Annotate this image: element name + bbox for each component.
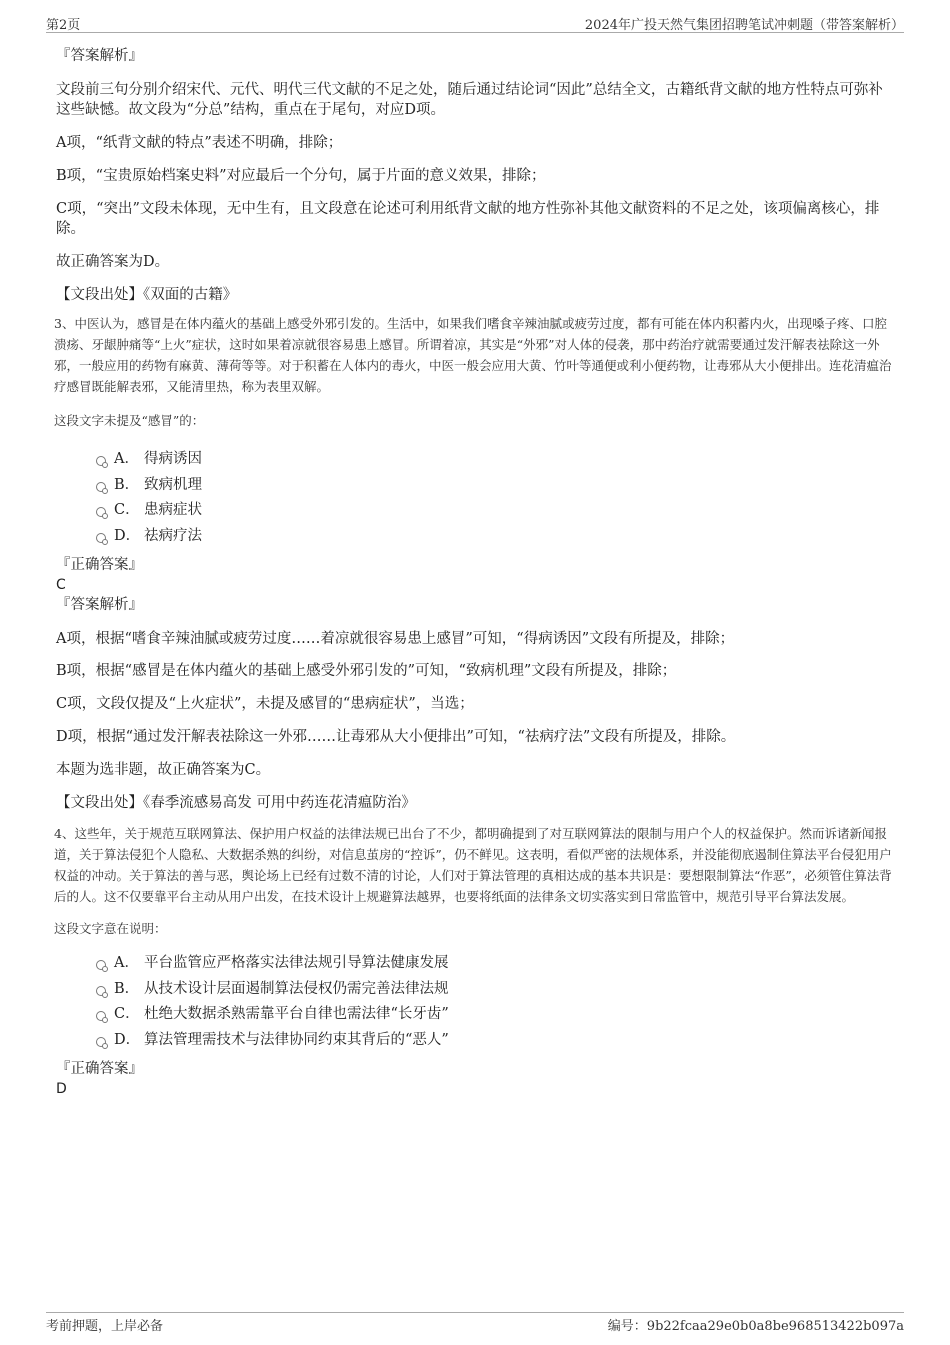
page-header	[46, 14, 904, 33]
q3-explanation-b: B项，根据“感冒是在体内蕴火的基础上感受外邪引发的”可知，“致病机理”文段有所提及，排除；	[56, 663, 677, 679]
q4-option-a[interactable]: A． 平台监管应严格落实法律法规引导算法健康发展	[96, 951, 906, 977]
radio-icon[interactable]	[96, 1037, 106, 1047]
q3-analysis-label: 『答案解析』	[56, 597, 143, 613]
radio-icon[interactable]	[96, 1011, 106, 1021]
q4-option-d[interactable]: D． 算法管理需技术与法律协同约束其背后的“恶人”	[96, 1028, 906, 1054]
q3-explanation-d: D项，根据“通过发汗解表祛除这一外邪……让毒邪从大小便排出”可知，“祛病疗法”文段有所提及，排除。	[56, 729, 736, 745]
q2-explanation-b: B项，“宝贵原始档案史料”对应最后一个分句，属于片面的意义效果，排除；	[56, 168, 546, 184]
q3-option-d[interactable]: D． 祛病疗法	[96, 524, 906, 550]
q3-option-a[interactable]: A． 得病诱因	[96, 447, 906, 473]
page-number: 第2页	[46, 18, 81, 33]
q4-option-c[interactable]: C． 杜绝大数据杀熟需靠平台自律也需法律“长牙齿”	[96, 1002, 906, 1028]
q2-conclusion: 故正确答案为D。	[56, 254, 170, 270]
q2-explanation-c: C项，“突出”文段未体现，无中生有，且文段意在论述可利用纸背文献的地方性弥补其他文献资料的不足之处，该项偏离核心，排除。	[56, 201, 880, 237]
q3-stem: 3、中医认为，感冒是在体内蕴火的基础上感受外邪引发的。生活中，如果我们嗜食辛辣油腻或疲劳过度，都有可能在体内积蓄内火，出现嗓子疼、口腔溃疡、牙龈肿痛等“上火”症状，这时如果着凉就很容易患上感冒。所谓着凉，其实是“外邪”对人体的侵袭，那中药治疗就需要通过发汗解表祛除这一外邪，一般应用的药物有麻黄、薄荷等等。对于积蓄在人体内的毒火，中医一般会应用大黄、竹叶等通便或利小便药物，让毒邪从大小便排出。连花清瘟治疗感冒既能解表邪，又能清里热，称为表里双解。	[54, 316, 892, 394]
document-serial: 编号：9b22fcaa29e0b0a8be968513422b097a	[607, 1319, 904, 1334]
q3-question: 这段文字未提及“感冒”的：	[54, 413, 205, 428]
q4-question: 这段文字意在说明：	[54, 921, 167, 936]
document-title: 2024年广投天然气集团招聘笔试冲刺题（带答案解析）	[584, 18, 904, 33]
q3-explanation-c: C项，文段仅提及“上火症状”，未提及感冒的“患病症状”，当选；	[56, 696, 474, 712]
footer-slogan: 考前押题，上岸必备	[46, 1319, 164, 1334]
radio-icon[interactable]	[96, 960, 106, 970]
q2-source: 【文段出处】《双面的古籍》	[56, 287, 238, 303]
q4-answer-label: 『正确答案』	[56, 1061, 143, 1077]
q4-stem: 4、这些年，关于规范互联网算法、保护用户权益的法律法规已出台了不少，都明确提到了对互联网算法的限制与用户个人的权益保护。然而诉诸新闻报道，关于算法侵犯个人隐私、大数据杀熟的纠纷，对信息茧房的“控诉”，仍不鲜见。这表明，看似严密的法规体系，并没能彻底遏制住算法平台侵犯用户权益的冲动。关于算法的善与恶，舆论场上已经有过数不清的讨论，人们对于算法管理的真相达成的基本共识是：要想限制算法“作恶”，必须管住算法背后的人。这不仅要靠平台主动从用户出发，在技术设计上规避算法越界，也要将纸面的法律条文切实落实到日常监管中，规范引导平台算法发展。	[54, 826, 892, 904]
radio-icon[interactable]	[96, 986, 106, 996]
q4-answer: D	[56, 1081, 67, 1097]
radio-icon[interactable]	[96, 507, 106, 517]
q3-explanation-a: A项，根据“嗜食辛辣油腻或疲劳过度……着凉就很容易患上感冒”可知，“得病诱因”文段有所提及，排除；	[56, 631, 735, 647]
radio-icon[interactable]	[96, 533, 106, 543]
radio-icon[interactable]	[96, 456, 106, 466]
q2-explanation-a: A项，“纸背文献的特点”表述不明确，排除；	[56, 135, 343, 151]
q2-analysis-label: 『答案解析』	[56, 48, 143, 64]
document-body	[56, 46, 906, 1099]
q2-analysis-intro: 文段前三句分别介绍宋代、元代、明代三代文献的不足之处，随后通过结论词“因此”总结全文，古籍纸背文献的地方性特点可弥补这些缺憾。故文段为“分总”结构，重点在于尾句，对应D项。	[56, 82, 883, 118]
q4-options	[56, 951, 906, 1053]
q4-option-b[interactable]: B． 从技术设计层面遏制算法侵权仍需完善法律法规	[96, 977, 906, 1003]
radio-icon[interactable]	[96, 482, 106, 492]
page-footer	[46, 1312, 904, 1335]
q3-options	[56, 447, 906, 549]
q3-conclusion: 本题为选非题，故正确答案为C。	[56, 762, 271, 778]
q3-answer-label: 『正确答案』	[56, 557, 143, 573]
q3-option-c[interactable]: C． 患病症状	[96, 498, 906, 524]
q3-source: 【文段出处】《春季流感易高发 可用中药连花清瘟防治》	[56, 795, 416, 811]
q3-answer: C	[56, 577, 66, 593]
q3-option-b[interactable]: B． 致病机理	[96, 473, 906, 499]
